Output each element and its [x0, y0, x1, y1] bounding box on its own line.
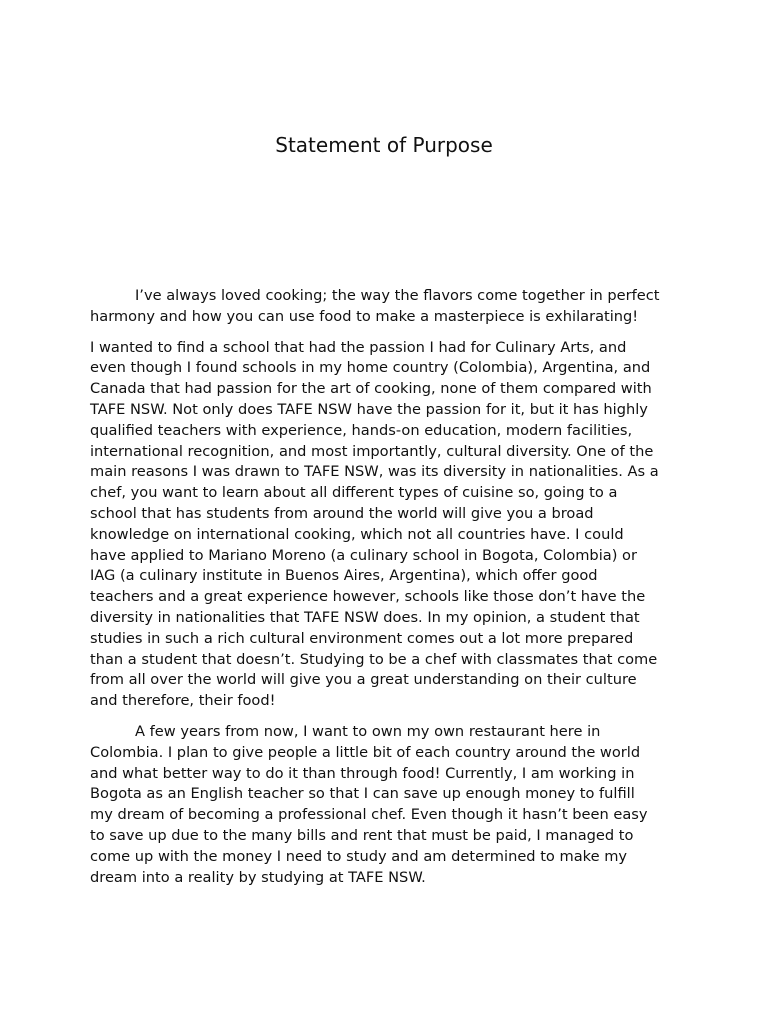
paragraph-line: qualified teachers with experience, hands-on education, modern facilities,	[90, 421, 633, 439]
paragraph-line: from all over the world will give you a great understanding on their culture	[90, 671, 637, 689]
paragraph-line: dream into a reality by studying at TAFE NSW.	[90, 868, 426, 886]
paragraph-line: my dream of becoming a professional chef. Even though it hasn’t been easy	[90, 806, 648, 824]
paragraph-line: come up with the money I need to study and am determined to make my	[90, 847, 628, 865]
paragraph-line: I’ve always loved cooking; the way the flavors come together in perfect	[135, 287, 660, 304]
paragraph-line: than a student that doesn’t. Studying to be a chef with classmates that come	[90, 650, 658, 668]
paragraph-line: knowledge on international cooking, which not all countries have. I could	[90, 525, 624, 543]
document-title: Statement of Purpose	[275, 133, 493, 157]
paragraph-line: A few years from now, I want to own my own restaurant here in	[135, 722, 601, 740]
paragraph-line: Bogota as an English teacher so that I can save up enough money to fulfill	[90, 785, 635, 803]
paragraph-line: diversity in nationalities that TAFE NSW does. In my opinion, a student that	[90, 608, 640, 626]
paragraph-line: school that has students from around the world will give you a broad	[90, 504, 594, 522]
paragraph-line: teachers and a great experience however, schools like those don’t have the	[90, 588, 646, 606]
paragraph-2	[90, 338, 682, 712]
paragraph-line: Colombia. I plan to give people a little bit of each country around the world	[90, 743, 641, 761]
paragraph-line: and what better way to do it than through food! Currently, I am working in	[90, 764, 635, 782]
paragraph-line: studies in such a rich cultural environment comes out a lot more prepared	[90, 629, 634, 647]
paragraph-line: have applied to Mariano Moreno (a culinary school in Bogota, Colombia) or	[90, 546, 637, 564]
paragraph-line: Canada that had passion for the art of cooking, none of them compared with	[90, 380, 652, 398]
paragraph-line: main reasons I was drawn to TAFE NSW, was its diversity in nationalities. As a	[90, 463, 659, 481]
paragraph-line: and therefore, their food!	[90, 692, 276, 710]
paragraph-line: international recognition, and most importantly, cultural diversity. One of the	[90, 442, 654, 460]
paragraph-line: harmony and how you can use food to make a masterpiece is exhilarating!	[90, 307, 639, 325]
document-body	[90, 286, 682, 898]
paragraph-1	[90, 286, 682, 328]
paragraph-3	[90, 722, 682, 888]
paragraph-line: IAG (a culinary institute in Buenos Aires, Argentina), which offer good	[90, 567, 598, 585]
paragraph-line: TAFE NSW. Not only does TAFE NSW have the passion for it, but it has highly	[90, 400, 648, 418]
paragraph-line: to save up due to the many bills and rent that must be paid, I managed to	[90, 826, 634, 844]
paragraph-line: I wanted to find a school that had the passion I had for Culinary Arts, and	[90, 338, 627, 356]
paragraph-line: chef, you want to learn about all different types of cuisine so, going to a	[90, 484, 618, 502]
paragraph-line: even though I found schools in my home country (Colombia), Argentina, and	[90, 359, 651, 377]
